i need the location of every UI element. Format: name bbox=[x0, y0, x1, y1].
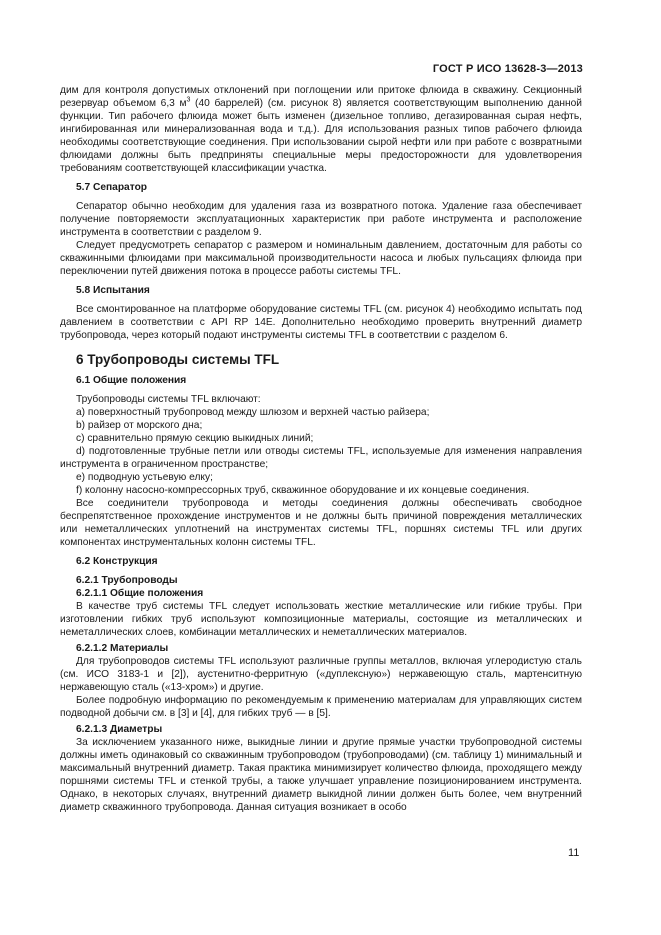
document-header: ГОСТ Р ИСО 13628-3—2013 bbox=[432, 63, 583, 75]
page-number: 11 bbox=[568, 847, 580, 859]
subsection-heading-6-2-1: 6.2.1 Трубопроводы bbox=[76, 575, 178, 586]
paragraph: В качестве труб системы TFL следует использовать жесткие металлические или гибкие трубы. При изготовлении гибких труб используют композиционные материалы, состоящие из металлических и неметаллических слоев, комбинации металлических и неметаллических материалов. bbox=[60, 601, 582, 638]
paragraph: Все соединители трубопровода и методы соединения должны обеспечивать свободное беспрепятственное прохождение инструментов и не должны быть причиной повреждения металлических или неметаллических уплотнений на инструментах системы TFL, поршнях системы TFL или других компонентах инструментальных колонн системы TFL. bbox=[60, 498, 582, 548]
paragraph: Более подробную информацию по рекомендуемым к применению материалам для управляющих систем подводной добычи см. в [3] и [4], для гибких труб — в [5]. bbox=[60, 695, 582, 719]
chapter-heading-6: 6 Трубопроводы системы TFL bbox=[76, 352, 280, 367]
subsection-heading-6-2-1-3: 6.2.1.3 Диаметры bbox=[76, 724, 163, 735]
section-heading-5-8: 5.8 Испытания bbox=[76, 285, 150, 296]
paragraph: Трубопроводы системы TFL включают: bbox=[76, 394, 261, 405]
pipeline-list bbox=[60, 406, 582, 497]
intro-paragraph: дим для контроля допустимых отклонений при поглощении или притоке флюида в скважину. Секционный резервуар объемом 6,3 $м^3$ (40 баррелей) (см. рисунок 8) является соответствующим выполнению данной функции. Тип рабочего флюида может быть изменен (дизельное топливо, дегазированная сырая нефть, ингибированная или минерализованная вода и т.д.). Для использования разных типов рабочего флюида необходимы соответствующие соединения. При использовании сырой нефти или при работе с возвратными флюидами должны быть предприняты специальные меры предосторожности для удовлетворения требованиям соответствующей классификации участка. bbox=[60, 85, 582, 174]
list-item: c) сравнительно прямую секцию выкидных линий; bbox=[76, 433, 314, 444]
list-item: e) подводную устьевую елку; bbox=[76, 472, 213, 483]
list-item: a) поверхностный трубопровод между шлюзом и верхней частью райзера; bbox=[76, 407, 430, 418]
section-heading-6-2: 6.2 Конструкция bbox=[76, 556, 158, 567]
paragraph: Следует предусмотреть сепаратор с размером и номинальным давлением, достаточным для работы со скважинными флюидами при максимальной производительности насоса и любых пульсациях флюида при переключении путей движения потока в процессе работы системы TFL. bbox=[60, 240, 582, 277]
list-item: f) колонну насосно-компрессорных труб, скважинное оборудование и их концевые соединения. bbox=[76, 485, 530, 496]
section-heading-5-7: 5.7 Сепаратор bbox=[76, 182, 148, 193]
subsection-heading-6-2-1-2: 6.2.1.2 Материалы bbox=[76, 643, 169, 654]
paragraph: Для трубопроводов системы TFL используют различные группы металлов, включая углеродистую сталь (см. ИСО 3183-1 и [2]), аустенитно-ферритную («дуплексную») нержавеющую сталь, мартенситную нержавеющую сталь («13-хром») и другие. bbox=[60, 656, 582, 693]
subsection-heading-6-2-1-1: 6.2.1.1 Общие положения bbox=[76, 588, 204, 599]
paragraph: Все смонтированное на платформе оборудование системы TFL (см. рисунок 4) необходимо испытать под давлением в соответствии с API RP 14E. Дополнительно необходимо проверить внутренний диаметр трубопровода, через который подают инструменты системы TFL в соответствии с разделом 6. bbox=[60, 304, 582, 341]
page-content bbox=[60, 84, 582, 814]
paragraph: Сепаратор обычно необходим для удаления газа из возвратного потока. Удаление газа обеспечивает получение повторяемости эксплуатационных характеристик при работе инструмента и расположение инструмента в соответствии с разделом 9. bbox=[60, 201, 582, 238]
paragraph: За исключением указанного ниже, выкидные линии и другие прямые участки трубопроводной системы должны иметь одинаковый со скважинным трубопроводом (трубопроводами) (см. таблицу 1) минимальный и максимальный внутренний диаметр. Такая практика минимизирует количество флюида, проходящего между поршнями системы TFL и стенкой трубы, а также улучшает управление позиционированием инструмента. Однако, в некоторых случаях, внутренний диаметр выкидной линии должен быть более, чем внутренний диаметр скважинного трубопровода. Данная ситуация возникает в особо bbox=[60, 737, 582, 813]
section-heading-6-1: 6.1 Общие положения bbox=[76, 375, 187, 386]
list-item: b) райзер от морского дна; bbox=[76, 420, 203, 431]
list-item: d) подготовленные трубные петли или отводы системы TFL, используемые для изменения направления инструмента в ограниченном пространстве; bbox=[60, 446, 582, 470]
